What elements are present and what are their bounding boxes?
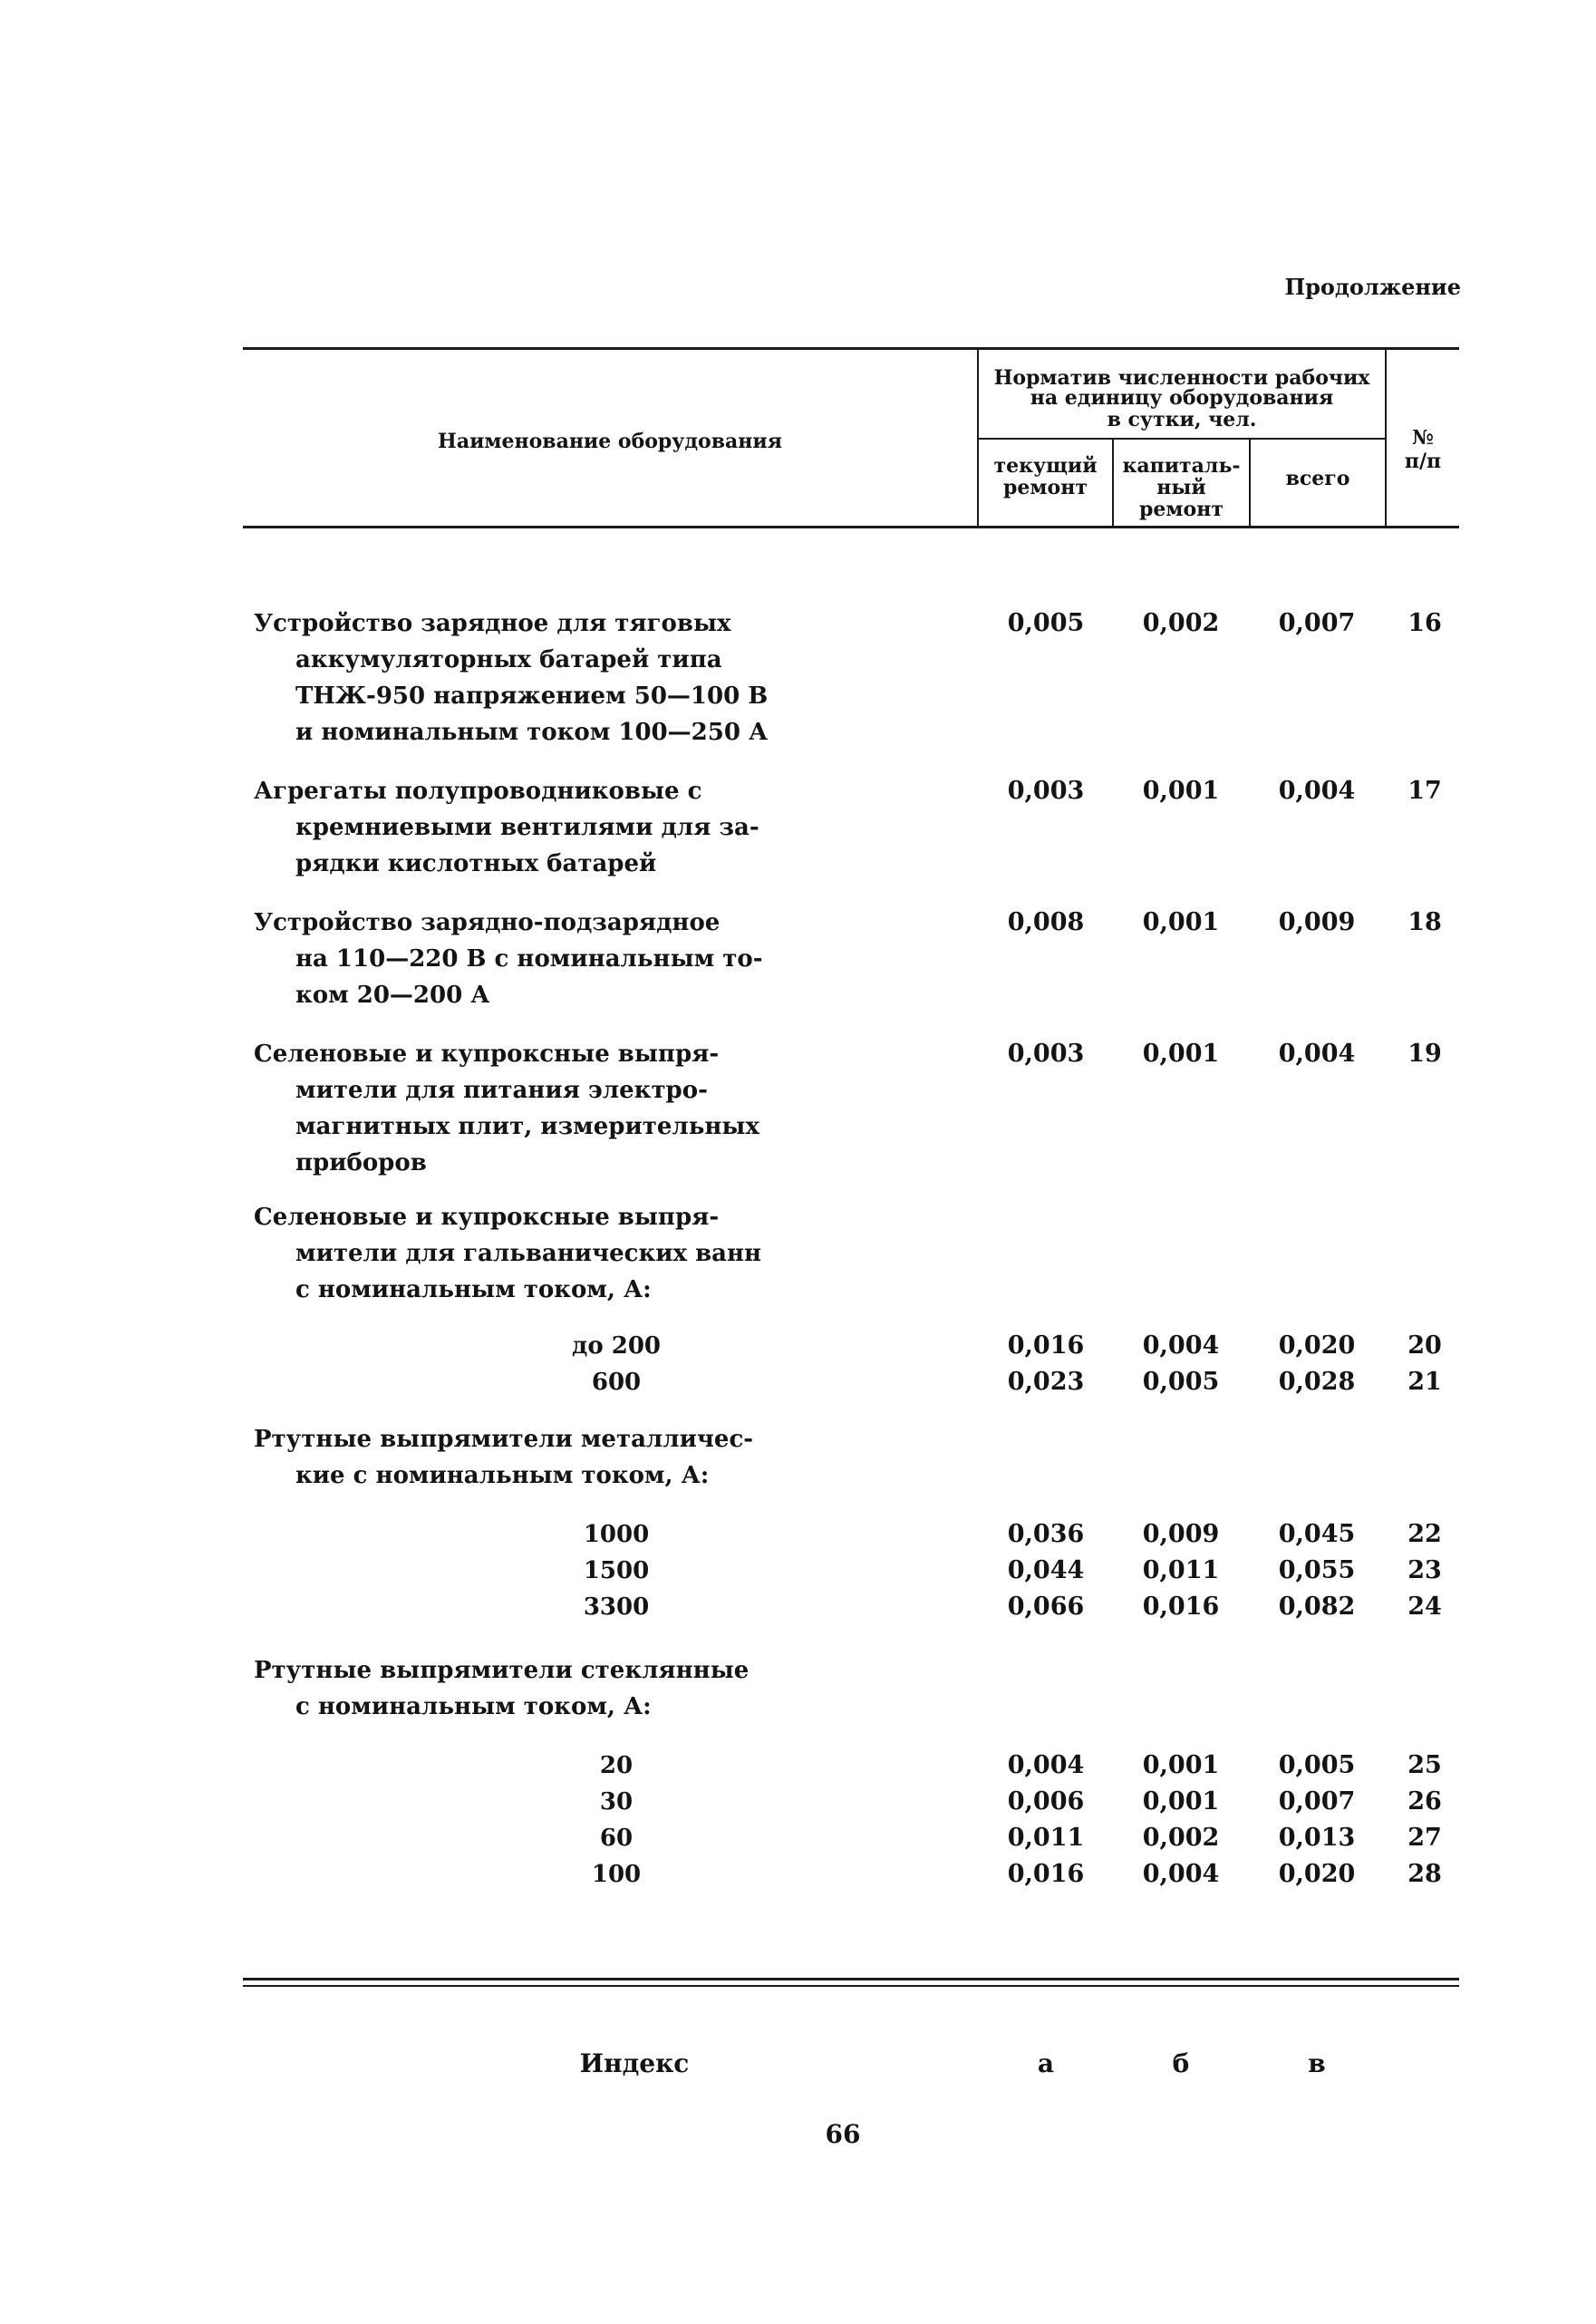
header-col-current-1: текущий — [993, 454, 1098, 478]
equipment-name-mercury-glass — [254, 1652, 761, 1725]
header-norm-title-3: в сутки, чел. — [1107, 408, 1257, 431]
equipment-name-18 — [254, 905, 761, 1013]
continuation-label: Продолжение — [1284, 274, 1461, 300]
name-line: Селеновые и купроксные выпря- — [254, 1204, 720, 1231]
row-number-19: 19 — [1407, 1040, 1442, 1068]
value-total-27: 0,013 — [1278, 1824, 1356, 1852]
name-line: рядки кислотных батарей — [295, 850, 657, 877]
value-capital-25: 0,001 — [1142, 1751, 1220, 1779]
header-bottom-rule — [243, 526, 1459, 528]
row-number-24: 24 — [1407, 1593, 1442, 1621]
value-current-25: 0,004 — [1007, 1751, 1085, 1779]
row-number-16: 16 — [1407, 609, 1442, 637]
value-current-21: 0,023 — [1007, 1368, 1085, 1396]
value-capital-18: 0,001 — [1142, 908, 1220, 936]
value-capital-27: 0,002 — [1142, 1824, 1220, 1852]
header-col-no-2: п/п — [1404, 450, 1442, 473]
value-current-26: 0,006 — [1007, 1787, 1085, 1816]
value-capital-24: 0,016 — [1142, 1593, 1220, 1621]
value-capital-17: 0,001 — [1142, 777, 1220, 805]
name-line: Ртутные выпрямители стеклянные — [254, 1657, 750, 1684]
index-v: в — [1308, 2048, 1326, 2078]
value-capital-28: 0,004 — [1142, 1860, 1220, 1888]
header-top-rule — [243, 347, 1459, 350]
value-capital-19: 0,001 — [1142, 1040, 1220, 1068]
page-number: 66 — [825, 2119, 861, 2149]
name-line: магнитных плит, измерительных — [295, 1113, 759, 1140]
row-number-28: 28 — [1407, 1860, 1442, 1888]
sub-label-24: 3300 — [583, 1593, 650, 1621]
table-bottom-rule — [243, 1978, 1459, 1980]
value-total-17: 0,004 — [1278, 777, 1356, 805]
value-current-16: 0,005 — [1007, 609, 1085, 637]
value-current-18: 0,008 — [1007, 908, 1085, 936]
equipment-name-16 — [254, 605, 769, 750]
value-current-19: 0,003 — [1007, 1040, 1085, 1068]
name-line: с номинальным током, А: — [295, 1276, 652, 1303]
index-b: б — [1172, 2048, 1190, 2078]
value-current-23: 0,044 — [1007, 1556, 1085, 1584]
value-total-23: 0,055 — [1278, 1556, 1356, 1584]
value-current-17: 0,003 — [1007, 777, 1085, 805]
header-equipment-name: Наименование оборудования — [438, 430, 782, 453]
name-line: приборов — [295, 1149, 427, 1177]
sub-label-22: 1000 — [583, 1521, 650, 1548]
sub-label-26: 30 — [599, 1788, 634, 1816]
value-total-26: 0,007 — [1278, 1787, 1356, 1816]
value-total-24: 0,082 — [1278, 1593, 1356, 1621]
value-capital-22: 0,009 — [1142, 1520, 1220, 1548]
name-line: Устройство зарядное для тяговых — [254, 610, 731, 637]
value-capital-21: 0,005 — [1142, 1368, 1220, 1396]
name-line: мители для питания электро- — [295, 1077, 708, 1104]
sub-label-27: 60 — [599, 1825, 634, 1852]
sub-label-20: до 200 — [572, 1332, 661, 1360]
header-col-capital-1: капиталь- — [1122, 454, 1241, 478]
equipment-name-selenium-galvanic — [254, 1199, 761, 1308]
header-col-capital-3: ремонт — [1139, 498, 1224, 521]
row-number-26: 26 — [1407, 1787, 1442, 1816]
name-line: Устройство зарядно-подзарядное — [254, 909, 721, 936]
name-line: мители для гальванических ванн — [295, 1240, 762, 1267]
value-total-19: 0,004 — [1278, 1040, 1356, 1068]
value-current-24: 0,066 — [1007, 1593, 1085, 1621]
name-line: Селеновые и купроксные выпря- — [254, 1041, 720, 1068]
row-number-22: 22 — [1407, 1520, 1442, 1548]
name-line: на 110—220 В с номинальным то- — [295, 945, 763, 973]
sub-label-28: 100 — [591, 1861, 642, 1888]
row-number-18: 18 — [1407, 908, 1442, 936]
name-line: кремниевыми вентилями для за- — [295, 814, 759, 841]
equipment-name-mercury-metal — [254, 1421, 761, 1494]
value-total-21: 0,028 — [1278, 1368, 1356, 1396]
row-number-17: 17 — [1407, 777, 1442, 805]
value-capital-26: 0,001 — [1142, 1787, 1220, 1816]
equipment-name-19 — [254, 1036, 761, 1181]
row-number-27: 27 — [1407, 1824, 1442, 1852]
header-col-no-1: № — [1412, 426, 1434, 450]
value-current-27: 0,011 — [1007, 1824, 1085, 1852]
index-label: Индекс — [579, 2048, 690, 2078]
sub-label-21: 600 — [591, 1369, 642, 1396]
value-current-28: 0,016 — [1007, 1860, 1085, 1888]
index-a: а — [1037, 2048, 1055, 2078]
header-col-capital-2: ный — [1156, 476, 1206, 499]
value-capital-16: 0,002 — [1142, 609, 1220, 637]
value-total-20: 0,020 — [1278, 1331, 1356, 1360]
name-line: Ртутные выпрямители металличес- — [254, 1426, 754, 1453]
value-total-16: 0,007 — [1278, 609, 1356, 637]
value-current-20: 0,016 — [1007, 1331, 1085, 1360]
name-line: ком 20—200 А — [295, 982, 490, 1009]
equipment-name-17 — [254, 773, 761, 882]
header-norm-title-2: на единицу оборудования — [1030, 386, 1334, 410]
sub-label-23: 1500 — [583, 1557, 650, 1584]
row-number-25: 25 — [1407, 1751, 1442, 1779]
value-capital-23: 0,011 — [1142, 1556, 1220, 1584]
row-number-21: 21 — [1407, 1368, 1442, 1396]
value-total-28: 0,020 — [1278, 1860, 1356, 1888]
name-line: кие с номинальным током, А: — [295, 1462, 710, 1489]
name-line: с номинальным током, А: — [295, 1693, 652, 1720]
name-line: ТНЖ-950 напряжением 50—100 В — [295, 683, 769, 710]
header-col-current-2: ремонт — [1003, 476, 1088, 499]
header-norm-title-1: Норматив численности рабочих — [993, 366, 1370, 390]
value-total-25: 0,005 — [1278, 1751, 1356, 1779]
value-total-18: 0,009 — [1278, 908, 1356, 936]
sub-label-25: 20 — [599, 1752, 634, 1779]
value-current-22: 0,036 — [1007, 1520, 1085, 1548]
value-total-22: 0,045 — [1278, 1520, 1356, 1548]
value-capital-20: 0,004 — [1142, 1331, 1220, 1360]
name-line: и номинальным током 100—250 А — [295, 719, 769, 746]
table-bottom-rule-2 — [243, 1985, 1459, 1987]
row-number-23: 23 — [1407, 1556, 1442, 1584]
name-line: Агрегаты полупроводниковые с — [254, 778, 702, 805]
header-col-total: всего — [1285, 467, 1350, 490]
name-line: аккумуляторных батарей типа — [295, 646, 722, 673]
row-number-20: 20 — [1407, 1331, 1442, 1360]
header-mid-rule — [977, 438, 1387, 440]
